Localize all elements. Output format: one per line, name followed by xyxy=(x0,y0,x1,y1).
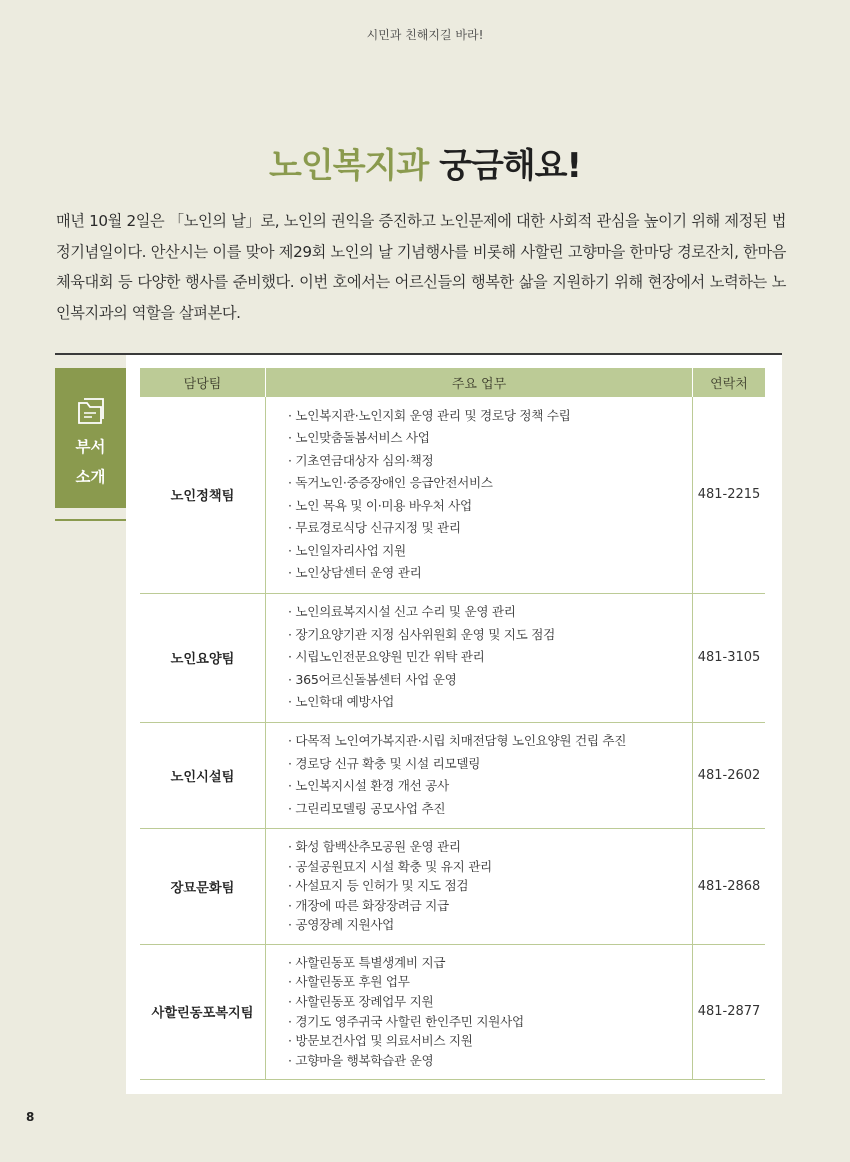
duty-item: · 경기도 영주귀국 사할린 한인주민 지원사업 xyxy=(288,1012,692,1032)
duty-item: · 사할린동포 후원 업무 xyxy=(288,972,692,992)
team-name: 노인요양팀 xyxy=(140,593,266,722)
dept-table xyxy=(140,368,765,1080)
header-note: 시민과 친해지길 바라! xyxy=(366,28,484,42)
duty-item: · 노인복지시설 환경 개선 공사 xyxy=(288,775,692,798)
duty-item: · 사설묘지 등 인허가 및 지도 점검 xyxy=(288,876,692,896)
duty-item: · 시립노인전문요양원 민간 위탁 관리 xyxy=(288,646,692,669)
phone-number: 481-2215 xyxy=(693,397,766,593)
folder-icon xyxy=(76,395,106,431)
duties-cell xyxy=(266,593,693,722)
table-row xyxy=(140,593,765,722)
title-accent: 노인복지과 xyxy=(269,146,429,186)
duty-item: · 방문보건사업 및 의료서비스 지원 xyxy=(288,1031,692,1051)
table-row xyxy=(140,722,765,828)
dept-intro-box xyxy=(55,368,126,508)
table-row xyxy=(140,944,765,1079)
duty-item: · 노인 목욕 및 이·미용 바우처 사업 xyxy=(288,495,692,518)
phone-number: 481-2868 xyxy=(693,828,766,944)
duty-item: · 공영장례 지원사업 xyxy=(288,915,692,935)
duties-list xyxy=(288,601,692,714)
duty-item: · 사할린동포 특별생계비 지급 xyxy=(288,953,692,973)
duty-item: · 독거노인·중증장애인 응급안전서비스 xyxy=(288,472,692,495)
duty-item: · 다목적 노인여가복지관·시립 치매전담형 노인요양원 건립 추진 xyxy=(288,730,692,753)
col-header-duties: 주요 업무 xyxy=(266,368,693,397)
duties-cell xyxy=(266,397,693,593)
dept-rule xyxy=(55,519,126,521)
duties-cell xyxy=(266,828,693,944)
col-header-phone: 연락처 xyxy=(693,368,766,397)
dept-label-2: 소개 xyxy=(75,468,106,486)
duties-list xyxy=(288,837,692,935)
team-name: 장묘문화팀 xyxy=(140,828,266,944)
duties-list xyxy=(288,405,692,585)
dept-label-1: 부서 xyxy=(75,438,106,456)
table-row xyxy=(140,397,765,593)
team-name: 사할린동포복지팀 xyxy=(140,944,266,1079)
duty-item: · 그린리모델링 공모사업 추진 xyxy=(288,798,692,821)
phone-number: 481-3105 xyxy=(693,593,766,722)
duties-cell xyxy=(266,722,693,828)
page-number: 8 xyxy=(26,1110,35,1124)
duty-item: · 기초연금대상자 심의·책정 xyxy=(288,450,692,473)
team-name: 노인정책팀 xyxy=(140,397,266,593)
intro-paragraph: 매년 10월 2일은 「노인의 날」로, 노인의 권익을 증진하고 노인문제에 대한 사회적 관심을 높이기 위해 제정된 법정기념일이다. 안산시는 이를 맞아 제29회 노인의 날 기념행사를 비롯해 사할린 고향마을 한마당 경로잔치, 한마음 체육대회 등 다양한 행사를 준비했다. 이번 호에서는 어르신들의 행복한 삶을 지원하기 위해 현장에서 노력하는 노인복지과의 역할을 살펴본다. xyxy=(56,212,786,322)
duty-item: · 노인의료복지시설 신고 수리 및 운영 관리 xyxy=(288,601,692,624)
duties-list xyxy=(288,730,692,820)
col-header-team: 담당팀 xyxy=(140,368,266,397)
duty-item: · 개장에 따른 화장장려금 지급 xyxy=(288,896,692,916)
duty-item: · 사할린동포 장례업무 지원 xyxy=(288,992,692,1012)
duty-item: · 노인맞춤돌봄서비스 사업 xyxy=(288,427,692,450)
duty-item: · 고향마을 행복학습관 운영 xyxy=(288,1051,692,1071)
duty-item: · 노인일자리사업 지원 xyxy=(288,540,692,563)
phone-number: 481-2877 xyxy=(693,944,766,1079)
page-title xyxy=(0,138,850,187)
duty-item: · 무료경로식당 신규지정 및 관리 xyxy=(288,517,692,540)
duty-item: · 장기요양기관 지정 심사위원회 운영 및 지도 점검 xyxy=(288,624,692,647)
phone-number: 481-2602 xyxy=(693,722,766,828)
duty-item: · 경로당 신규 확충 및 시설 리모델링 xyxy=(288,753,692,776)
duty-item: · 노인복지관·노인지회 운영 관리 및 경로당 정책 수립 xyxy=(288,405,692,428)
duty-item: · 노인상담센터 운영 관리 xyxy=(288,562,692,585)
duty-item: · 365어르신돌봄센터 사업 운영 xyxy=(288,669,692,692)
title-main: 궁금해요! xyxy=(439,146,581,186)
duty-item: · 노인학대 예방사업 xyxy=(288,691,692,714)
duties-list xyxy=(288,953,692,1071)
duties-cell xyxy=(266,944,693,1079)
table-row xyxy=(140,828,765,944)
team-name: 노인시설팀 xyxy=(140,722,266,828)
duty-item: · 화성 함백산추모공원 운영 관리 xyxy=(288,837,692,857)
duty-item: · 공설공원묘지 시설 확충 및 유지 관리 xyxy=(288,857,692,877)
